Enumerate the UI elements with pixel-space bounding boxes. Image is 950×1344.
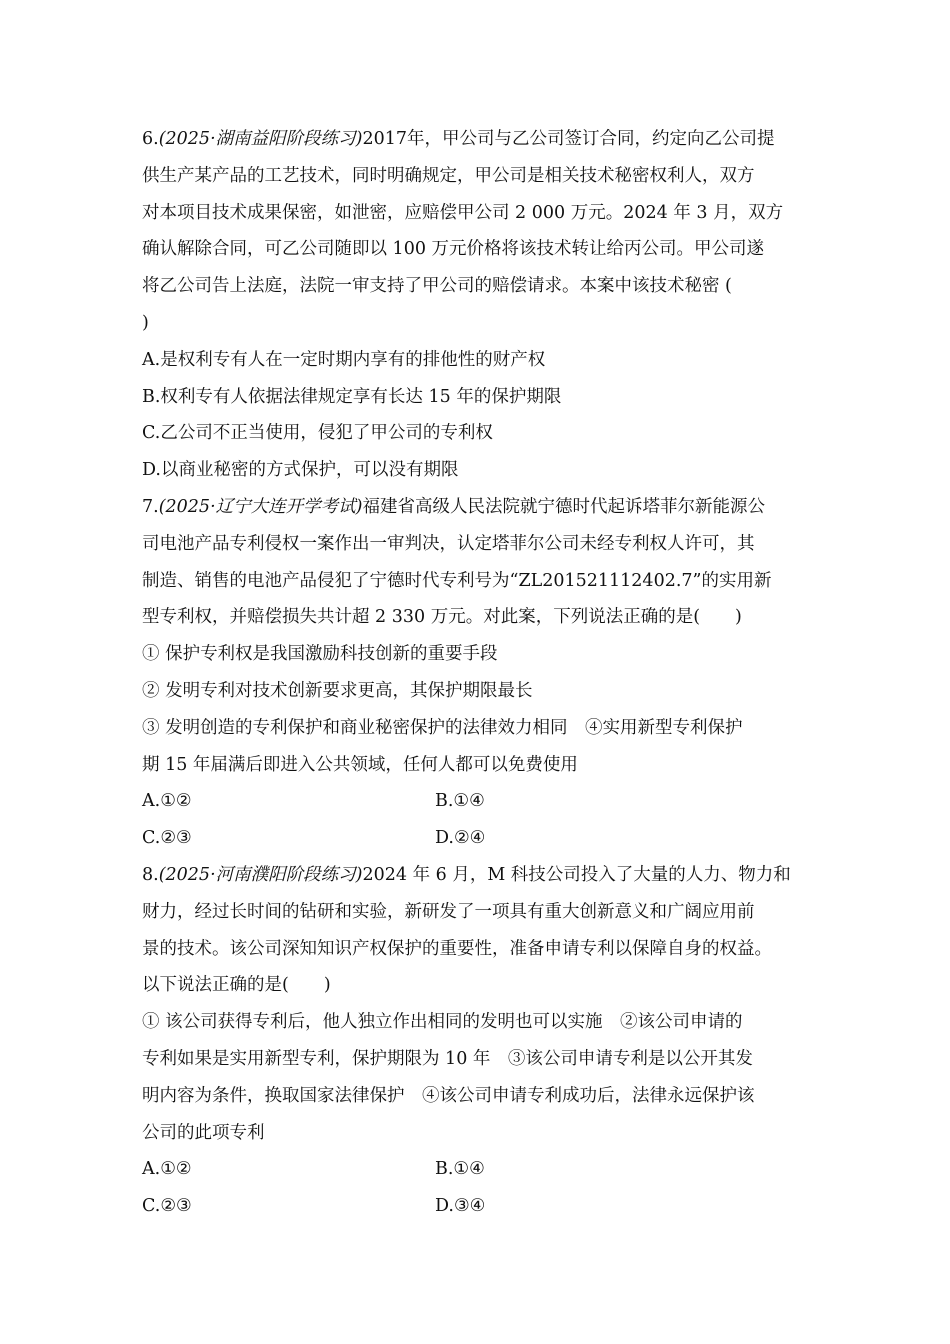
q6-stem-line-4: 确认解除合同，可乙公司随即以 100 万元价格将该技术转让给丙公司。甲公司遂	[142, 239, 765, 260]
q8-options-row-1	[142, 1151, 818, 1188]
q7-number: 7.	[142, 496, 159, 517]
q8-statement-3-4: 明内容为条件，换取国家法律保护 ④该公司申请专利成功后，法律永远保护该	[142, 1085, 755, 1106]
q7-option-b: B.①④	[435, 791, 485, 812]
q6-number: 6.	[142, 129, 159, 149]
q6-source: (2025·湖南益阳阶段练习)	[158, 129, 363, 149]
q8-statement-1-2: ① 该公司获得专利后，他人独立作出相同的发明也可以实施 ②该公司申请的	[142, 1012, 743, 1033]
q8-statement-4-cont: 公司的此项专利	[142, 1122, 265, 1143]
q8-stem-text-1: 2024 年 6 月，M 科技公司投入了大量的人力、物力和	[362, 864, 791, 885]
q8-option-d: D.③④	[435, 1196, 486, 1217]
question-6	[142, 121, 818, 489]
q7-options-row-1	[142, 783, 818, 820]
q8-option-a: A.①②	[142, 1159, 192, 1180]
q8-stem-line-1	[142, 857, 818, 894]
exam-page	[142, 121, 818, 1225]
q7-stem-text-1: 福建省高级人民法院就宁德时代起诉塔菲尔新能源公	[362, 496, 765, 517]
q8-stem-line-4: 以下说法正确的是( )	[142, 975, 331, 996]
q7-stem-line-2: 司电池产品专利侵权一案作出一审判决，认定塔菲尔公司未经专利权人许可，其	[142, 533, 755, 554]
q7-option-d: D.②④	[435, 828, 486, 849]
q7-option-a: A.①②	[142, 791, 192, 812]
q8-number: 8.	[142, 864, 159, 885]
q7-option-c: C.②③	[142, 828, 192, 849]
q7-stem-line-4: 型专利权，并赔偿损失共计超 2 330 万元。对此案，下列说法正确的是( )	[142, 607, 742, 628]
q8-stem-line-2: 财力，经过长时间的钻研和实验，新研发了一项具有重大创新意义和广阔应用前	[142, 901, 755, 922]
q7-statement-1: ① 保护专利权是我国激励科技创新的重要手段	[142, 644, 498, 665]
q7-options-row-2	[142, 820, 818, 857]
q8-statement-2-3: 专利如果是实用新型专利，保护期限为 10 年 ③该公司申请专利是以公开其发	[142, 1048, 753, 1069]
q6-option-b: B.权利专有人依据法律规定享有长达 15 年的保护期限	[142, 386, 562, 407]
q6-option-d: D.以商业秘密的方式保护，可以没有期限	[142, 460, 459, 481]
q6-stem-line-1	[142, 121, 818, 158]
q7-source: (2025·辽宁大连开学考试)	[158, 496, 363, 517]
question-8	[142, 857, 818, 1225]
q8-option-b: B.①④	[435, 1159, 485, 1180]
q6-stem-line-2: 供生产某产品的工艺技术，同时明确规定，甲公司是相关技术秘密权利人，双方	[142, 165, 755, 186]
q6-option-a: A.是权利专有人在一定时期内享有的排他性的财产权	[142, 349, 546, 370]
q6-stem-text-1: 2017年，甲公司与乙公司签订合同，约定向乙公司提	[362, 129, 775, 149]
q8-stem-line-3: 景的技术。该公司深知知识产权保护的重要性，准备申请专利以保障自身的权益。	[142, 938, 772, 959]
q8-options-row-2	[142, 1188, 818, 1225]
q7-statement-2: ② 发明专利对技术创新要求更高，其保护期限最长	[142, 680, 533, 701]
q7-statement-3-4: ③ 发明创造的专利保护和商业秘密保护的法律效力相同 ④实用新型专利保护	[142, 717, 743, 738]
q8-option-c: C.②③	[142, 1196, 192, 1217]
q6-stem-line-3: 对本项目技术成果保密，如泄密，应赔偿甲公司 2 000 万元。2024 年 3 月，双方	[142, 202, 784, 223]
q7-statement-4-cont: 期 15 年届满后即进入公共领域，任何人都可以免费使用	[142, 754, 578, 775]
q6-stem-line-5: 将乙公司告上法庭，法院一审支持了甲公司的赔偿请求。本案中该技术秘密 (	[142, 276, 732, 297]
q7-stem-line-3: 制造、销售的电池产品侵犯了宁德时代专利号为“ZL201521112402.7”的实用新	[142, 570, 772, 591]
q6-option-c: C.乙公司不正当使用，侵犯了甲公司的专利权	[142, 423, 493, 444]
q8-source: (2025·河南濮阳阶段练习)	[158, 864, 363, 885]
q7-stem-line-1	[142, 489, 818, 526]
q6-stem-line-6: )	[142, 312, 149, 333]
question-7	[142, 489, 818, 857]
